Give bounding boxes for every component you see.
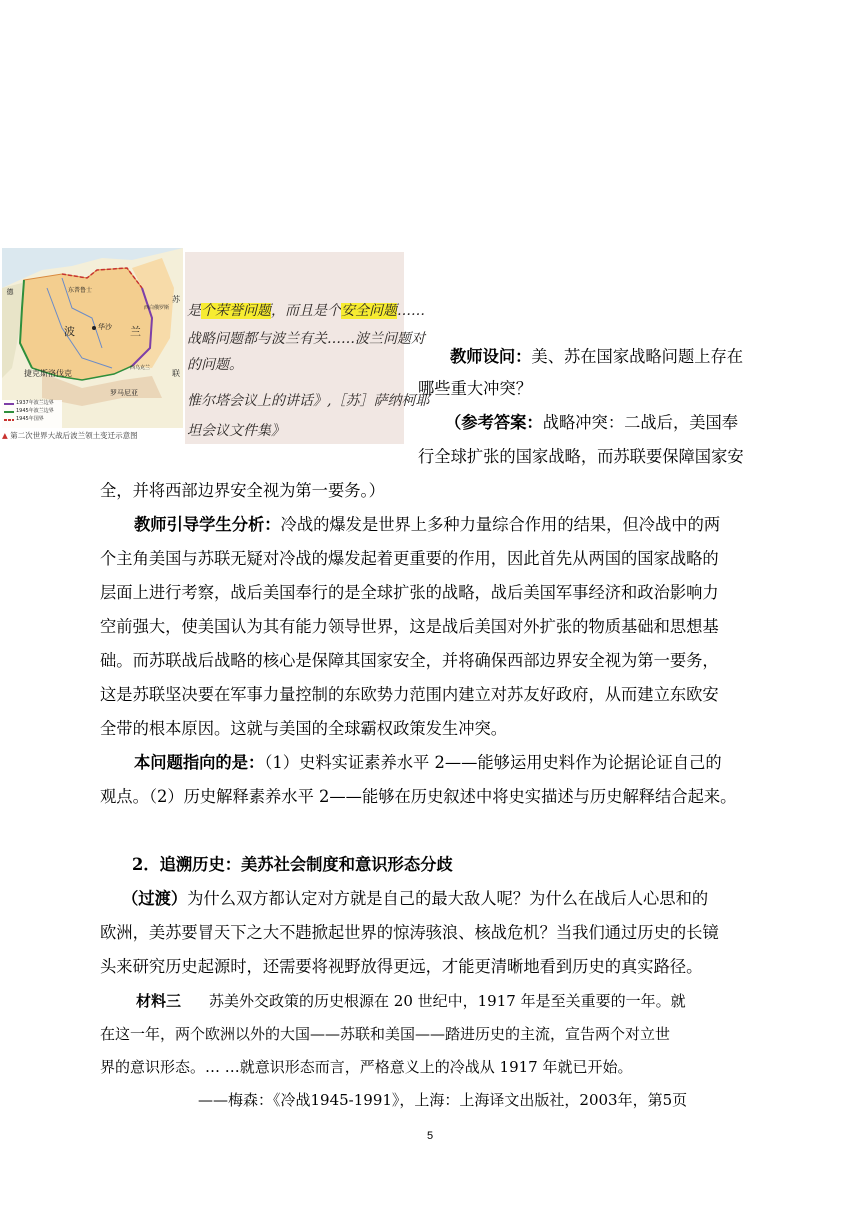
material-3-source: ——梅森：《冷战1945-1991》，上海：上海译文出版社，2003年，第5页 [198,1091,688,1109]
excerpt-line-4: 惟尔塔会议上的讲话》,［苏］萨纳柯耶 [187,393,430,409]
material-3-line-2: 在这一年，两个欧洲以外的大国——苏联和美国——踏进历史的主流，宣告两个对立世 [100,1025,671,1043]
excerpt-line-3: 的问题。 [187,357,243,373]
guide-line-5: 础。而苏联战后战略的核心是保障其国家安全，并将确保西部边界安全视为第一要务， [100,651,719,670]
answer-line-3: 全，并将西部边界安全视为第一要务。） [100,481,385,500]
map-label-lan: 兰 [130,325,141,338]
guide-line-2: 个主角美国与苏联无疑对冷战的爆发起着更重要的作用，因此首先从两国的国家战略的 [100,549,719,568]
quote-excerpt-image [185,252,430,444]
transition-line-3: 头来研究历史起源时，还需要将视野放得更远，才能更清晰地看到历史的真实路径。 [100,957,703,976]
excerpt-highlight: 安全问题 [341,303,397,319]
material-3-text: 苏美外交政策的历史根源在 20 世纪中，1917 年是至关重要的一年。就 [209,992,686,1010]
point-text: （1）史料实证素养水平 2——能够运用史料作为论据论证自己的 [264,753,722,772]
material-3-label: 材料三 [136,992,182,1010]
triangle-icon: ▲ [2,431,8,440]
map-label-su: 苏 [172,295,180,304]
answer-line-2: 行全球扩张的国家战略，而苏联要保障国家安 [418,447,744,466]
point-line-2: 观点。（2）历史解释素养水平 2——能够在历史叙述中将史实描述与历史解释结合起来。 [100,787,737,806]
guide-line-1 [134,514,720,536]
map-label-czech: 捷克斯洛伐克 [24,369,72,378]
map-legend-1945b: 1945年国界 [16,416,44,422]
map-label-lian: 联 [172,369,180,378]
point-line-1 [134,752,722,774]
guide-line-7: 全带的根本原因。这就与美国的全球霸权政策发生冲突。 [100,719,508,738]
answer-line-1 [445,412,738,434]
map-legend-1945: 1945年波兰边界 [16,408,54,414]
map-caption [2,428,183,444]
material-3-line-1 [136,990,686,1012]
excerpt-text: ，而且是个 [271,303,341,319]
map-caption-text: 第二次世界大战后波兰领土变迁示意图 [10,431,138,440]
page-number: 5 [426,1130,434,1142]
teacher-question-line-1 [450,346,743,368]
excerpt-text: …… [397,303,425,319]
map-label-roma: 罗马尼亚 [110,389,138,397]
map-label-east-prussia: 东普鲁士 [68,287,93,294]
map-label-germany: 德 [6,288,14,295]
transition-label: （过渡） [122,889,188,908]
map-label-west-ukraine: 西乌克兰 [130,365,151,371]
transition-line-1 [122,888,708,910]
point-label: 本问题指向的是： [134,753,265,772]
guide-line-4: 空前强大，使美国认为其有能力领导世界，这是战后美国对外扩张的物质基础和思想基 [100,617,719,636]
guide-label: 教师引导学生分析： [134,515,281,534]
map-graphic [2,248,183,444]
excerpt-line-5: 坦会议文件集》 [187,423,285,439]
teacher-question-label: 教师设问： [450,347,532,366]
guide-line-6: 这是苏联坚决要在军事力量控制的东欧势力范围内建立对苏友好政府，从而建立东欧安 [100,685,719,704]
guide-line-3: 层面上进行考察，战后美国奉行的是全球扩张的战略，战后美国军事经济和政治影响力 [100,583,719,602]
map-label-poland: 波 [64,325,75,338]
excerpt-line-2: 战略问题都与波兰有关……波兰问题对 [187,331,425,347]
answer-text: 战略冲突：二战后，美国奉 [542,413,739,432]
guide-text: 冷战的爆发是世界上多种力量综合作用的结果，但冷战中的两 [280,515,721,534]
excerpt-line-1 [187,302,425,320]
poland-territory-map [2,248,183,444]
map-label-west-belarus: 西白俄罗斯 [144,305,170,311]
answer-label: （参考答案： [445,413,543,432]
teacher-question-text: 美、苏在国家战略问题上存在 [531,347,744,366]
transition-line-2: 欧洲，美苏要冒天下之大不韪掀起世界的惊涛骇浪、核战危机？当我们通过历史的长镜 [100,923,719,942]
section-2-title: 2．追溯历史：美苏社会制度和意识形态分歧 [132,855,453,874]
excerpt-text: 是 [187,303,201,319]
map-label-warsaw: 华沙 [98,323,112,331]
teacher-question-line-2: 哪些重大冲突？ [418,379,532,398]
excerpt-highlight: 个荣誉问题 [201,303,271,319]
transition-text: 为什么双方都认定对方就是自己的最大敌人呢？为什么在战后人心思和的 [187,889,709,908]
map-legend-1937: 1937年波兰边界 [16,400,54,406]
material-3-line-3: 界的意识形态。… …就意识形态而言，严格意义上的冷战从 1917 年就已开始。 [100,1058,633,1076]
